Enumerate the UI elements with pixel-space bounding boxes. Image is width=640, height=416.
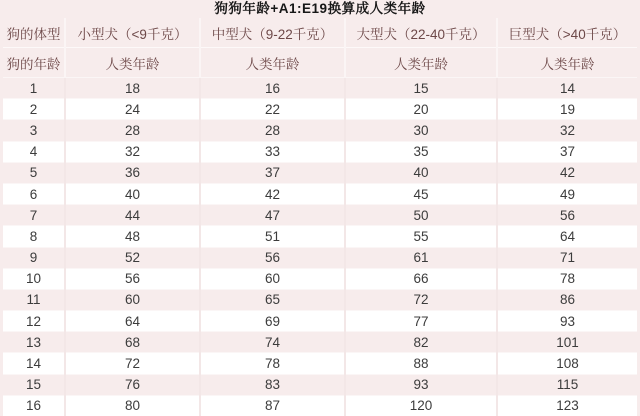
human-age-cell: 76 [65, 374, 200, 395]
human-age-cell: 42 [497, 162, 637, 183]
age-header-row [3, 48, 637, 78]
subheader-dog-age: 狗的年龄 [3, 48, 65, 78]
dog-age-cell: 5 [3, 162, 65, 183]
human-age-cell: 74 [200, 332, 345, 353]
header-giant-dog: 巨型犬（>40千克） [497, 18, 637, 48]
dog-age-cell: 1 [3, 78, 65, 99]
human-age-cell: 108 [497, 353, 637, 374]
table-row [3, 289, 637, 310]
human-age-cell: 93 [497, 311, 637, 332]
human-age-cell: 37 [200, 162, 345, 183]
human-age-cell: 32 [65, 141, 200, 162]
human-age-cell: 93 [345, 374, 497, 395]
table-row [3, 78, 637, 99]
human-age-cell: 86 [497, 289, 637, 310]
human-age-cell: 45 [345, 183, 497, 204]
human-age-cell: 80 [65, 395, 200, 416]
human-age-cell: 48 [65, 226, 200, 247]
header-large-dog: 大型犬（22-40千克） [345, 18, 497, 48]
subheader-human-age-giant: 人类年龄 [497, 48, 637, 78]
table-row [3, 353, 637, 374]
human-age-cell: 56 [200, 247, 345, 268]
human-age-cell: 69 [200, 311, 345, 332]
dog-age-cell: 15 [3, 374, 65, 395]
dog-age-cell: 9 [3, 247, 65, 268]
human-age-cell: 120 [345, 395, 497, 416]
dog-age-cell: 3 [3, 120, 65, 141]
human-age-cell: 101 [497, 332, 637, 353]
dog-age-cell: 10 [3, 268, 65, 289]
human-age-cell: 20 [345, 99, 497, 120]
human-age-cell: 50 [345, 205, 497, 226]
dog-age-cell: 14 [3, 353, 65, 374]
human-age-cell: 33 [200, 141, 345, 162]
human-age-cell: 28 [200, 120, 345, 141]
human-age-cell: 61 [345, 247, 497, 268]
table-row [3, 268, 637, 289]
human-age-cell: 78 [497, 268, 637, 289]
human-age-cell: 35 [345, 141, 497, 162]
human-age-cell: 14 [497, 78, 637, 99]
table-row [3, 311, 637, 332]
human-age-cell: 60 [200, 268, 345, 289]
dog-age-cell: 12 [3, 311, 65, 332]
dog-age-cell: 16 [3, 395, 65, 416]
human-age-cell: 15 [345, 78, 497, 99]
table-row [3, 395, 637, 416]
human-age-cell: 51 [200, 226, 345, 247]
human-age-cell: 87 [200, 395, 345, 416]
table-row [3, 226, 637, 247]
human-age-cell: 32 [497, 120, 637, 141]
human-age-cell: 123 [497, 395, 637, 416]
human-age-cell: 37 [497, 141, 637, 162]
human-age-cell: 88 [345, 353, 497, 374]
table-row [3, 183, 637, 204]
age-conversion-table [3, 18, 637, 416]
human-age-cell: 115 [497, 374, 637, 395]
table-title: 狗狗年龄+A1:E19换算成人类年龄 [214, 1, 426, 16]
human-age-cell: 42 [200, 183, 345, 204]
human-age-cell: 83 [200, 374, 345, 395]
human-age-cell: 77 [345, 311, 497, 332]
human-age-cell: 19 [497, 99, 637, 120]
human-age-cell: 72 [345, 289, 497, 310]
dog-age-cell: 2 [3, 99, 65, 120]
header-dog-size: 狗的体型 [3, 18, 65, 48]
human-age-cell: 47 [200, 205, 345, 226]
dog-age-cell: 8 [3, 226, 65, 247]
table-row [3, 162, 637, 183]
human-age-cell: 22 [200, 99, 345, 120]
header-small-dog: 小型犬（<9千克） [65, 18, 200, 48]
human-age-cell: 30 [345, 120, 497, 141]
human-age-cell: 40 [345, 162, 497, 183]
table-row [3, 247, 637, 268]
table-row [3, 205, 637, 226]
human-age-cell: 56 [65, 268, 200, 289]
human-age-cell: 55 [345, 226, 497, 247]
human-age-cell: 68 [65, 332, 200, 353]
subheader-human-age-medium: 人类年龄 [200, 48, 345, 78]
subheader-human-age-small: 人类年龄 [65, 48, 200, 78]
human-age-cell: 24 [65, 99, 200, 120]
dog-age-cell: 13 [3, 332, 65, 353]
human-age-cell: 82 [345, 332, 497, 353]
size-header-row [3, 18, 637, 48]
human-age-cell: 64 [497, 226, 637, 247]
human-age-cell: 18 [65, 78, 200, 99]
human-age-cell: 28 [65, 120, 200, 141]
table-row [3, 332, 637, 353]
table-row [3, 141, 637, 162]
human-age-cell: 66 [345, 268, 497, 289]
human-age-cell: 78 [200, 353, 345, 374]
human-age-cell: 72 [65, 353, 200, 374]
table-row [3, 120, 637, 141]
table-header [3, 18, 637, 78]
table-body [3, 78, 637, 416]
human-age-cell: 64 [65, 311, 200, 332]
human-age-cell: 40 [65, 183, 200, 204]
dog-age-cell: 11 [3, 289, 65, 310]
human-age-cell: 56 [497, 205, 637, 226]
human-age-cell: 44 [65, 205, 200, 226]
dog-age-cell: 4 [3, 141, 65, 162]
header-medium-dog: 中型犬（9-22千克） [200, 18, 345, 48]
human-age-cell: 71 [497, 247, 637, 268]
human-age-cell: 16 [200, 78, 345, 99]
table-row [3, 99, 637, 120]
human-age-cell: 49 [497, 183, 637, 204]
human-age-cell: 36 [65, 162, 200, 183]
human-age-cell: 60 [65, 289, 200, 310]
dog-age-cell: 6 [3, 183, 65, 204]
human-age-cell: 65 [200, 289, 345, 310]
subheader-human-age-large: 人类年龄 [345, 48, 497, 78]
human-age-cell: 52 [65, 247, 200, 268]
table-row [3, 374, 637, 395]
dog-age-cell: 7 [3, 205, 65, 226]
